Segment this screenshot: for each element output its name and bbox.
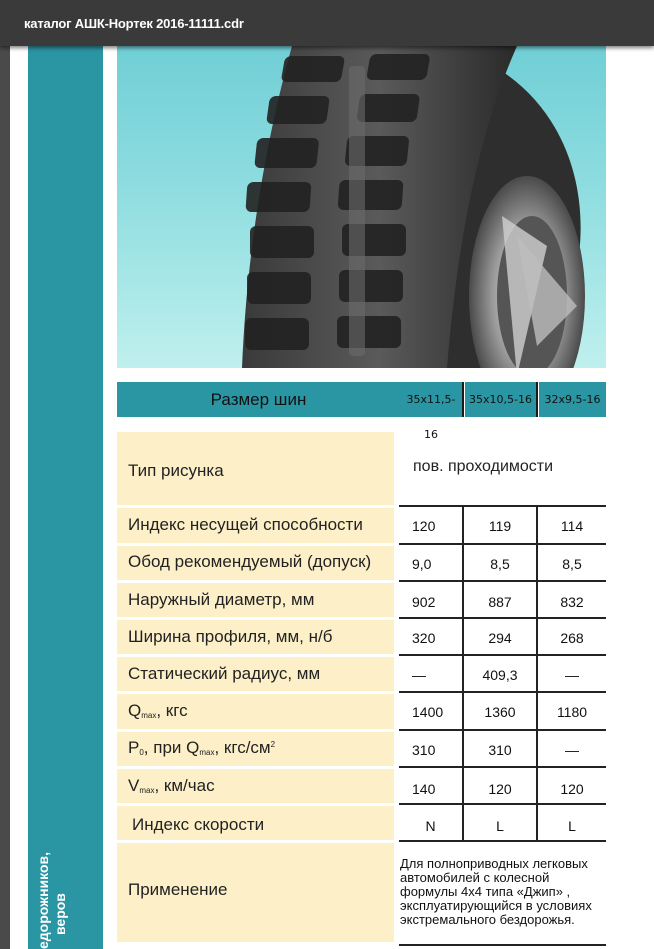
value-cell: 120	[412, 518, 436, 534]
value-cell: 409,3	[482, 667, 518, 683]
tire-photo	[117, 46, 606, 368]
grid-line	[399, 543, 606, 545]
value-cell: —	[565, 667, 579, 683]
grid-line	[399, 505, 606, 507]
row-separator	[117, 543, 394, 546]
value-cell: 310	[412, 742, 436, 758]
value-cell: 120	[488, 781, 512, 797]
label-column	[117, 432, 394, 942]
size-cell: 35x11,5-16	[400, 382, 462, 417]
title-bar	[0, 0, 654, 46]
value-cell: 9,0	[412, 556, 432, 572]
value-cell: 120	[560, 781, 584, 797]
value-cell: 310	[488, 742, 512, 758]
value-cell: 114	[560, 518, 584, 534]
size-cell: 32x9,5-16	[539, 382, 606, 417]
grid-line	[462, 505, 464, 842]
row-label: Индекс скорости	[132, 815, 265, 834]
application-label: Применение	[128, 880, 228, 899]
row-separator	[117, 691, 394, 694]
row-separator	[117, 580, 394, 583]
row-separator	[117, 766, 394, 769]
value-cell: 8,5	[490, 556, 510, 572]
row-separator	[117, 840, 394, 843]
size-cell: 35x10,5-16	[465, 382, 536, 417]
value-cell: 1180	[556, 704, 588, 720]
grid-line	[399, 840, 606, 842]
value-cell: 832	[560, 594, 584, 610]
value-cell: 119	[488, 518, 512, 534]
value-cell: 902	[412, 594, 436, 610]
value-cell: —	[412, 667, 426, 683]
value-cell: L	[496, 818, 504, 834]
value-cell: 320	[412, 630, 436, 646]
row-separator	[117, 654, 394, 657]
sidebar-strip	[28, 46, 103, 949]
size-label: Размер шин	[210, 390, 307, 409]
pattern-label: Тип рисунка	[128, 461, 224, 480]
grid-line	[399, 766, 606, 768]
grid-line	[399, 691, 606, 693]
value-cell: —	[565, 742, 579, 758]
value-cell: 294	[488, 630, 512, 646]
row-label: Обод рекомендуемый (допуск)	[128, 552, 372, 571]
row-label: Ширина профиля, мм, н/б	[128, 627, 333, 646]
grid-line	[399, 617, 606, 619]
row-separator	[117, 729, 394, 732]
value-cell: 887	[488, 594, 512, 610]
column-divider	[536, 382, 538, 417]
pattern-value: пов. проходимости	[413, 458, 554, 475]
row-label: Наружный диаметр, мм	[128, 590, 315, 609]
application-text: Для полноприводных легковых автомобилей с колесной формулы 4х4 типа «Джип» , эксплуатирующийся в условиях экстремального бездорожья.	[400, 856, 592, 927]
grid-line	[399, 654, 606, 656]
row-label-vmax: $V_{max}$, км/час	[128, 776, 215, 795]
value-cell: 140	[412, 781, 436, 797]
tire-illustration	[117, 46, 606, 368]
grid-line	[399, 803, 606, 805]
row-separator	[117, 803, 394, 806]
row-separator	[117, 505, 394, 508]
grid-line	[399, 944, 606, 946]
row-separator	[117, 617, 394, 620]
sidebar-caption: едорожников, веров	[35, 851, 68, 949]
grid-line	[399, 729, 606, 731]
row-label-qmax: $Q_{max}$, кгс	[128, 701, 188, 720]
grid-line	[536, 505, 538, 842]
value-cell: L	[568, 818, 576, 834]
row-label-p0: $P_0$, при $Q_{max}$, кгс/$см^2$	[128, 738, 276, 757]
value-cell: 8,5	[562, 556, 582, 572]
value-cell: 1360	[484, 704, 516, 720]
column-divider	[462, 382, 464, 417]
row-label: Статический радиус, мм	[128, 664, 321, 683]
row-label: Индекс несущей способности	[128, 515, 363, 534]
value-cell: 1400	[412, 704, 444, 720]
size-header	[117, 382, 400, 417]
grid-line	[399, 580, 606, 582]
value-cell: N	[425, 818, 436, 834]
value-cell: 268	[560, 630, 584, 646]
document-title: каталог АШК-Нортек 2016-11111.cdr	[24, 16, 244, 31]
